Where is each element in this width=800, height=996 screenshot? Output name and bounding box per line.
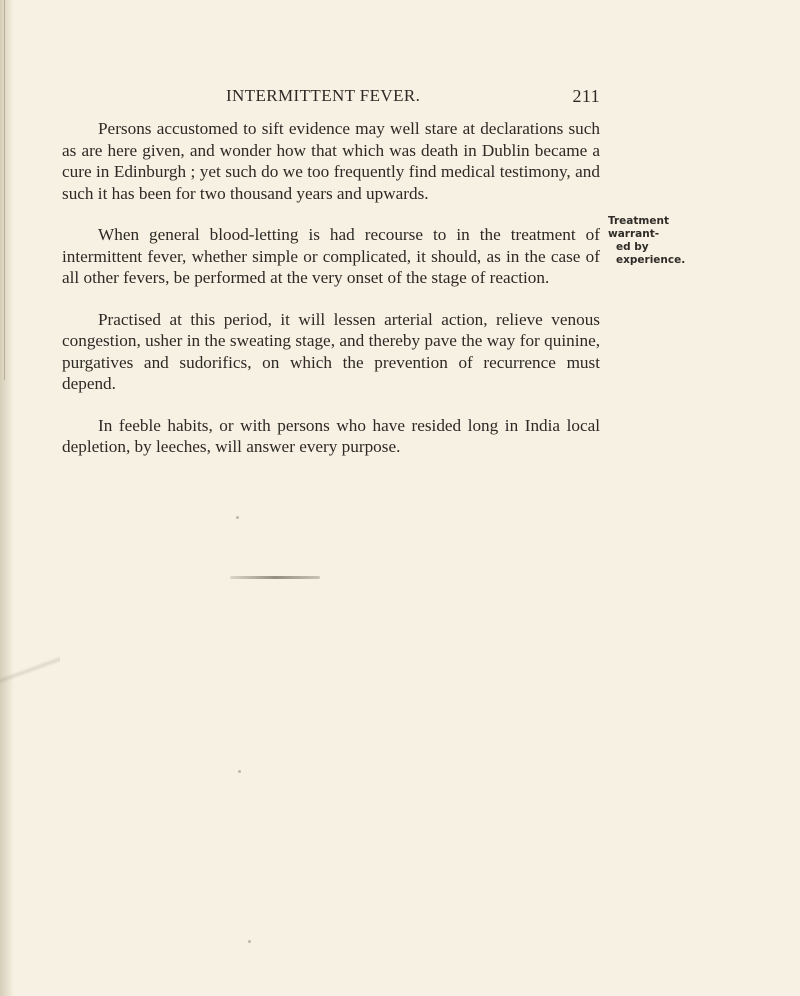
marginal-note-line-1: Treatment warrant- [608,215,669,240]
running-head [60,86,600,110]
paper-crease [0,590,60,750]
running-title: INTERMITTENT FEVER. [226,86,421,105]
ink-smudge [230,576,320,579]
marginal-note [608,215,716,267]
binding-gutter-shadow [0,0,14,996]
paragraph-4: In feeble habits, or with persons who have resided long in India local depletion, by leeches, will answer every purpose. [62,415,600,456]
body-text [62,118,600,478]
binding-edge-line [4,0,5,380]
paragraph-1: Persons accustomed to sift evidence may well stare at declarations such as are here given, and wonder how that which was death in Dublin became a cure in Edinburgh ; yet such do we too frequently find medical testimony, and such it has been for two thousand years and upwards. [62,119,600,203]
marginal-note-line-2: ed by experience. [616,241,686,266]
paper-speck [238,770,241,773]
paragraph-3: Practised at this period, it will lessen arterial action, relieve venous congestion, usher in the sweating stage, and thereby pave the way for quinine, purgatives and sudorifics, on which the prevention of recurrence must depend. [62,309,600,393]
paragraph-2: When general blood-letting is had recourse to in the treatment of intermittent fever, whether simple or complicated, it should, as in the case of all other fevers, be performed at the very onset of the stage of reaction. [62,225,600,287]
paper-speck [236,516,239,519]
page-number: 211 [572,86,600,106]
paper-speck [248,940,251,943]
